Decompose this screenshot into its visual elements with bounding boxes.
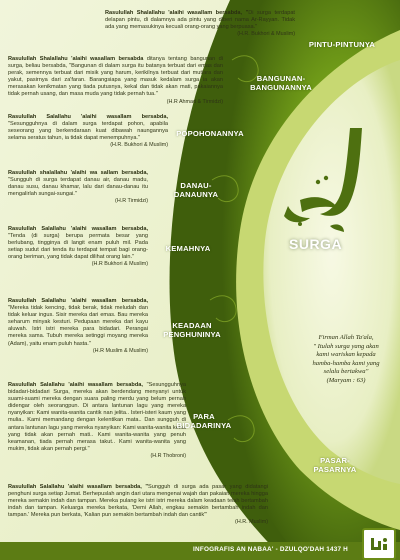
hadith-bangunan: Rasulullah Shalallahu 'alaihi wasallam bersabda ditanya tentang bangunan di surga, beliau bersabda, "Bangunan di dalam surga itu batanya terbuat dari emas dan perak, semennya terbuat dari misik yang harum, kerikilnya terbuat dari mutiara dan yakut, pasirnya dari za'faran. Barangsiapa yang masuk kedalam surga ia akan merasakan kenikmatan yang tiada putusnya, kekal dan tidak akan mati, pakaiannya tidak pernah usang, dan masa muda yang tidak pernah tua." (H.R Ahmad & Tirmidzi): [8, 56, 223, 105]
poster-title: SURGA: [289, 236, 343, 252]
hadith-bidadari: Rasulullah Salallahu 'alaihi wasallam bersabda, "Sesungguhnya bidadari-bidadari Surga, mereka akan berdendang menyanyi untuk suami-suami mereka dengan suara paling merdu yang belum pernah didengar oleh seorangpun. Di antara lantunan lagu yang mereka nyanyikan: Kami wanita-wanita cantik nan jelita.. Isteri-isteri kaum yang mulia.. Kami memandang dengan kelentikan mata.. Dan sungguh di antara lantunan lagu yang mereka nyanyikan: Kami wanita-wanita kekal yang tidak akan pernah mati.. Kami wanita-wanita yang penuh keamanan, tiada pernah merasa takut.. Kami wanita-wanita yang mukim, tidak akan pernah pergi." (H.R Thobroni): [8, 382, 186, 459]
hadith-pintu: Rasulullah Shalallahu 'alaihi wasallam bersabda, "Di surga terdapat delapan pintu, di dalamnya ada pintu yang diberi nama Ar-Rayyan. Tidak ada yang memasukinya kecuali orang-orang yang berpuasa." (H.R. Bukhori & Muslim): [105, 10, 295, 38]
category-kemah: KEMAHNYA: [165, 244, 211, 253]
logo-icon: [368, 534, 390, 554]
category-bangunan: BANGUNAN- BANGUNANNYA: [250, 74, 312, 92]
category-pintu: PINTU-PINTUNYA: [308, 40, 376, 49]
hadith-penghuni: Rasulullah Salallahu 'alaihi wasallam bersabda, "Mereka tidak kencing, tidak berak, tidak meludah dan tidak keluar ingus. Sisir mereka dari emas. Bau mereka seharum minyak kesturi. Pedupaan mereka dari kayu aluwah. Istri istri mereka para bidadari. Perangai mereka sama. Tubuh mereka setinggi moyang mereka (Adam), yaitu enam puluh hasta." (H.R Muslim & Muslim): [8, 298, 148, 354]
footer-text: INFOGRAFIS AN NABAA' - DZULQO'DAH 1437 H: [193, 546, 348, 553]
category-bidadari: PARA BIDADARINYA: [176, 412, 232, 430]
footer-bar: [0, 542, 400, 560]
category-penghuni: KEADAAN PENGHUNINYA: [163, 321, 221, 339]
hadith-danau: Rasulullah shalallahu 'alaihi wa sallam bersabda, "Sungguh di surga terdapat danau air, danau madu, danau susu, danau khamar, lalu dari danau-danau itu mengalirlah sungai-sungai." (H.R Tirmidzi): [8, 170, 148, 205]
category-danau: DANAU- DANAUNYA: [173, 181, 219, 199]
hadith-pohon: Rasulullah Salallahu 'alaihi wasallam bersabda, "Sesungguhnya di dalam surga terdapat pohon, apabila seseorang yang berkendaraan kuat dibawah naungannya selama seratus tahun, ia tidak dapat menempuhnya." (H.R. Bukhori & Muslim): [8, 114, 168, 149]
hadith-kemah: Rasulullah Salallahu 'alaihi wasallam bersabda, "Tenda (di surga) berupa permata besar yang berlubang, tingginya di langit enam puluh mil. Pada setiap sudut dari tenda itu terdapat tempat bagi orang-orang beriman, yang tidak dapat dilihat orang lain." (H.R Bukhori & Muslim): [8, 226, 148, 268]
category-pohon: POPOHONANNYA: [176, 129, 244, 138]
quran-quote: Firman Allah Ta'ala, " Itulah surga yang akan kami wariskan kepada hamba-hamba kami yang selalu bertakwa" (Maryam : 63): [312, 334, 380, 384]
publisher-logo: [362, 528, 396, 560]
category-pasar: PASAR- PASARNYA: [313, 456, 357, 474]
hadith-pasar: Rasulullah Salallahu 'alaihi wasallam bersabda, "Sungguh di surga ada pasar yang didatangi penghuni surga setiap Jumat. Berhepuslah angin dari utara mengenai wajah dan pakaian mereka hingga mereka semakin indah dan tampan. Mereka pulang ke istri istri mereka dalam keadaan telah bertambah indah dan tampan. Keluarga mereka berkata, 'Demi Allah, engkau semakin bertambah indah dan tampan.' Mereka pun berkata, 'Kalian pun semakin bertambah indah dan cantik'" (H.R. Muslim): [8, 484, 269, 526]
